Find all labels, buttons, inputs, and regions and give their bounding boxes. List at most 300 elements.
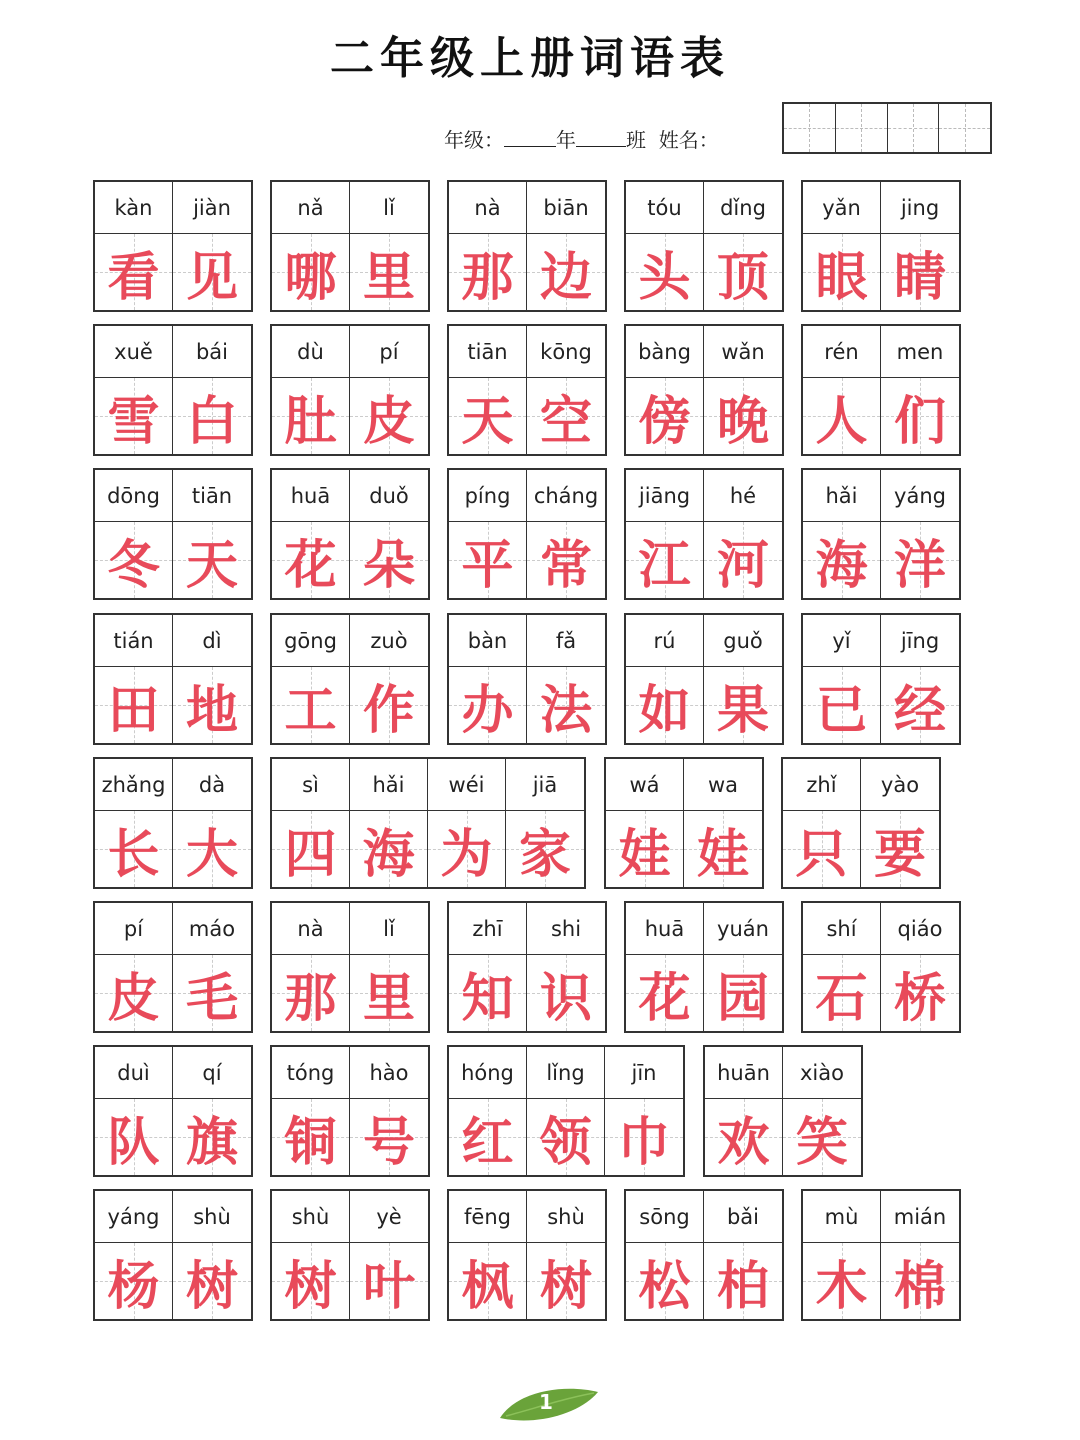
pinyin-label: tiān <box>173 470 251 522</box>
character-cell <box>272 1191 350 1319</box>
hanzi-character: 笑 <box>795 1112 848 1173</box>
pinyin-label: dà <box>173 759 251 811</box>
character-cell <box>350 182 428 310</box>
pinyin-label: rú <box>626 615 703 667</box>
hanzi-box <box>95 378 172 454</box>
pinyin-label: bái <box>173 326 251 378</box>
pinyin-label: guǒ <box>704 615 782 667</box>
hanzi-box <box>173 955 251 1031</box>
character-cell <box>95 182 173 310</box>
character-cell <box>527 615 605 743</box>
hanzi-character: 杨 <box>107 1256 160 1317</box>
pinyin-label: tiān <box>449 326 526 378</box>
pinyin-label: hóng <box>449 1047 526 1099</box>
hanzi-box <box>881 955 959 1031</box>
hanzi-character: 河 <box>716 535 769 596</box>
hanzi-character: 们 <box>893 391 946 452</box>
hanzi-box <box>783 1099 861 1175</box>
hanzi-character: 树 <box>284 1256 337 1317</box>
hanzi-character: 空 <box>539 391 592 452</box>
hanzi-box <box>705 1099 782 1175</box>
character-cell <box>350 326 428 454</box>
hanzi-box <box>173 522 251 598</box>
pinyin-label: huān <box>705 1047 782 1099</box>
hanzi-box <box>272 667 349 743</box>
hanzi-character: 识 <box>539 968 592 1029</box>
hanzi-box <box>173 1099 251 1175</box>
hanzi-box <box>704 1243 782 1319</box>
pinyin-label: zhǎng <box>95 759 172 811</box>
character-cell <box>350 759 428 887</box>
hanzi-box <box>173 378 251 454</box>
word-card <box>93 1189 253 1321</box>
pinyin-label: wéi <box>428 759 505 811</box>
hanzi-box <box>95 955 172 1031</box>
page-title: 二年级上册词语表 <box>330 33 730 84</box>
hanzi-box <box>527 955 605 1031</box>
character-cell <box>95 1047 173 1175</box>
character-cell <box>350 903 428 1031</box>
pinyin-label: qiáo <box>881 903 959 955</box>
hanzi-character: 铜 <box>284 1112 337 1173</box>
pinyin-label: tóu <box>626 182 703 234</box>
hanzi-character: 欢 <box>717 1112 770 1173</box>
pinyin-label: nà <box>272 903 349 955</box>
hanzi-character: 皮 <box>362 391 415 452</box>
word-card <box>93 180 253 312</box>
hanzi-character: 工 <box>284 680 337 741</box>
hanzi-character: 那 <box>461 247 514 308</box>
hanzi-box <box>704 378 782 454</box>
hanzi-character: 知 <box>461 968 514 1029</box>
hanzi-character: 长 <box>107 824 160 885</box>
hanzi-character: 江 <box>638 535 691 596</box>
hanzi-character: 地 <box>185 680 238 741</box>
pinyin-label: fǎ <box>527 615 605 667</box>
character-cell <box>881 1191 959 1319</box>
hanzi-box <box>704 667 782 743</box>
hanzi-box <box>272 522 349 598</box>
name-writing-grid[interactable] <box>782 102 992 154</box>
pinyin-label: huā <box>626 903 703 955</box>
hanzi-box <box>272 1099 349 1175</box>
hanzi-box <box>881 667 959 743</box>
hanzi-box <box>350 234 428 310</box>
pinyin-label: zuò <box>350 615 428 667</box>
name-box[interactable] <box>784 104 836 152</box>
pinyin-label: dì <box>173 615 251 667</box>
pinyin-label: píng <box>449 470 526 522</box>
hanzi-box <box>527 522 605 598</box>
hanzi-character: 办 <box>461 680 514 741</box>
hanzi-character: 叶 <box>362 1256 415 1317</box>
character-cell <box>95 1191 173 1319</box>
hanzi-box <box>506 811 584 887</box>
name-box[interactable] <box>888 104 940 152</box>
pinyin-label: jiā <box>506 759 584 811</box>
hanzi-box <box>95 667 172 743</box>
hanzi-box <box>173 234 251 310</box>
character-cell <box>449 1047 527 1175</box>
word-card <box>624 468 784 600</box>
hanzi-character: 如 <box>638 680 691 741</box>
hanzi-box <box>350 378 428 454</box>
character-cell <box>95 326 173 454</box>
character-cell <box>881 470 959 598</box>
pinyin-label: men <box>881 326 959 378</box>
hanzi-box <box>272 1243 349 1319</box>
hanzi-box <box>881 378 959 454</box>
character-cell <box>449 182 527 310</box>
hanzi-box <box>704 955 782 1031</box>
hanzi-box <box>684 811 762 887</box>
student-info-line <box>444 124 719 153</box>
hanzi-character: 天 <box>185 535 238 596</box>
hanzi-box <box>626 1243 703 1319</box>
word-card <box>93 468 253 600</box>
hanzi-character: 四 <box>284 824 337 885</box>
pinyin-label: jiàn <box>173 182 251 234</box>
character-cell <box>272 615 350 743</box>
hanzi-character: 田 <box>107 680 160 741</box>
pinyin-label: kōng <box>527 326 605 378</box>
character-cell <box>95 615 173 743</box>
hanzi-character: 队 <box>107 1112 160 1173</box>
character-cell <box>626 182 704 310</box>
hanzi-character: 巾 <box>617 1112 670 1173</box>
word-card <box>703 1045 863 1177</box>
pinyin-label: nǎ <box>272 182 349 234</box>
hanzi-box <box>95 522 172 598</box>
pinyin-label: sōng <box>626 1191 703 1243</box>
character-cell <box>705 1047 783 1175</box>
hanzi-box <box>95 1243 172 1319</box>
pinyin-label: shí <box>803 903 880 955</box>
word-card <box>447 613 607 745</box>
pinyin-label: shù <box>527 1191 605 1243</box>
word-card <box>447 180 607 312</box>
hanzi-character: 里 <box>362 247 415 308</box>
hanzi-character: 那 <box>284 968 337 1029</box>
character-cell <box>527 1191 605 1319</box>
pinyin-label: qí <box>173 1047 251 1099</box>
hanzi-character: 只 <box>795 824 848 885</box>
word-card <box>604 757 764 889</box>
word-card <box>801 1189 961 1321</box>
pinyin-label: hǎi <box>350 759 427 811</box>
pinyin-label: pí <box>95 903 172 955</box>
hanzi-character: 柏 <box>716 1256 769 1317</box>
hanzi-box <box>803 378 880 454</box>
hanzi-character: 边 <box>539 247 592 308</box>
character-cell <box>173 903 251 1031</box>
pinyin-label: lǐ <box>350 182 428 234</box>
character-cell <box>350 1047 428 1175</box>
hanzi-box <box>881 522 959 598</box>
character-cell <box>803 182 881 310</box>
word-card <box>624 180 784 312</box>
character-cell <box>449 903 527 1031</box>
hanzi-box <box>803 667 880 743</box>
word-card <box>93 1045 253 1177</box>
character-cell <box>803 903 881 1031</box>
word-card <box>624 901 784 1033</box>
character-cell <box>803 1191 881 1319</box>
character-cell <box>704 326 782 454</box>
hanzi-box <box>803 234 880 310</box>
pinyin-label: rén <box>803 326 880 378</box>
character-cell <box>704 1191 782 1319</box>
word-card <box>447 1189 607 1321</box>
word-card <box>270 324 430 456</box>
character-cell <box>626 1191 704 1319</box>
hanzi-box <box>626 667 703 743</box>
pinyin-label: sì <box>272 759 349 811</box>
hanzi-box <box>527 234 605 310</box>
character-cell <box>704 903 782 1031</box>
hanzi-character: 领 <box>539 1112 592 1173</box>
hanzi-character: 海 <box>362 824 415 885</box>
hanzi-box <box>449 378 526 454</box>
pinyin-label: duǒ <box>350 470 428 522</box>
hanzi-box <box>95 811 172 887</box>
hanzi-character: 晚 <box>716 391 769 452</box>
word-card <box>447 1045 685 1177</box>
hanzi-character: 娃 <box>618 824 671 885</box>
word-card <box>447 324 607 456</box>
pinyin-label: jiāng <box>626 470 703 522</box>
hanzi-box <box>350 667 428 743</box>
character-cell <box>173 470 251 598</box>
class-label: 班 <box>626 128 646 152</box>
pinyin-label: bàng <box>626 326 703 378</box>
hanzi-character: 枫 <box>461 1256 514 1317</box>
character-cell <box>272 326 350 454</box>
pinyin-label: wa <box>684 759 762 811</box>
word-card <box>270 1045 430 1177</box>
pinyin-label: kàn <box>95 182 172 234</box>
hanzi-character: 见 <box>185 247 238 308</box>
word-card <box>781 757 941 889</box>
hanzi-character: 桥 <box>893 968 946 1029</box>
hanzi-box <box>449 522 526 598</box>
character-cell <box>527 182 605 310</box>
hanzi-character: 里 <box>362 968 415 1029</box>
pinyin-label: tóng <box>272 1047 349 1099</box>
hanzi-box <box>350 522 428 598</box>
hanzi-character: 雪 <box>107 391 160 452</box>
character-cell <box>803 326 881 454</box>
year-label: 年 <box>556 128 576 152</box>
hanzi-character: 海 <box>815 535 868 596</box>
hanzi-box <box>350 1243 428 1319</box>
hanzi-character: 经 <box>893 680 946 741</box>
pinyin-label: wá <box>606 759 683 811</box>
word-card <box>93 613 253 745</box>
character-cell <box>272 1047 350 1175</box>
character-cell <box>173 1191 251 1319</box>
word-card <box>93 901 253 1033</box>
grade-label: 年级： <box>444 128 504 152</box>
pinyin-label: máo <box>173 903 251 955</box>
hanzi-character: 毛 <box>185 968 238 1029</box>
character-cell <box>449 1191 527 1319</box>
hanzi-character: 睛 <box>893 247 946 308</box>
hanzi-box <box>861 811 939 887</box>
hanzi-box <box>449 1099 526 1175</box>
character-cell <box>449 470 527 598</box>
hanzi-box <box>449 234 526 310</box>
name-box[interactable] <box>836 104 888 152</box>
character-cell <box>626 615 704 743</box>
character-cell <box>704 182 782 310</box>
hanzi-box <box>527 667 605 743</box>
character-cell <box>272 182 350 310</box>
character-cell <box>272 470 350 598</box>
pinyin-label: shi <box>527 903 605 955</box>
character-cell <box>704 615 782 743</box>
pinyin-label: jing <box>881 182 959 234</box>
hanzi-box <box>272 811 349 887</box>
character-cell <box>861 759 939 887</box>
hanzi-character: 树 <box>185 1256 238 1317</box>
hanzi-character: 傍 <box>638 391 691 452</box>
hanzi-character: 常 <box>539 535 592 596</box>
pinyin-label: yè <box>350 1191 428 1243</box>
pinyin-label: shù <box>272 1191 349 1243</box>
hanzi-box <box>272 234 349 310</box>
pinyin-label: yǎn <box>803 182 880 234</box>
character-cell <box>95 759 173 887</box>
hanzi-box <box>350 1099 428 1175</box>
hanzi-character: 已 <box>815 680 868 741</box>
pinyin-label: yáng <box>881 470 959 522</box>
pinyin-label: wǎn <box>704 326 782 378</box>
pinyin-label: biān <box>527 182 605 234</box>
pinyin-label: lǐ <box>350 903 428 955</box>
pinyin-label: duì <box>95 1047 172 1099</box>
hanzi-box <box>783 811 860 887</box>
hanzi-character: 冬 <box>107 535 160 596</box>
pinyin-label: yǐ <box>803 615 880 667</box>
hanzi-character: 头 <box>638 247 691 308</box>
hanzi-box <box>626 955 703 1031</box>
hanzi-character: 果 <box>716 680 769 741</box>
pinyin-label: cháng <box>527 470 605 522</box>
hanzi-character: 大 <box>185 824 238 885</box>
hanzi-character: 棉 <box>893 1256 946 1317</box>
hanzi-character: 园 <box>716 968 769 1029</box>
hanzi-box <box>527 378 605 454</box>
name-box[interactable] <box>939 104 990 152</box>
pinyin-label: mù <box>803 1191 880 1243</box>
pinyin-label: pí <box>350 326 428 378</box>
hanzi-box <box>605 1099 683 1175</box>
hanzi-box <box>173 667 251 743</box>
character-cell <box>449 615 527 743</box>
word-card <box>270 613 430 745</box>
grade-blank[interactable] <box>504 128 556 147</box>
hanzi-box <box>173 1243 251 1319</box>
hanzi-character: 顶 <box>716 247 769 308</box>
page-number: 1 <box>539 1390 553 1414</box>
pinyin-label: hǎi <box>803 470 880 522</box>
hanzi-box <box>272 955 349 1031</box>
word-card <box>270 468 430 600</box>
word-card <box>801 901 961 1033</box>
character-cell <box>173 615 251 743</box>
character-cell <box>95 470 173 598</box>
character-cell <box>350 1191 428 1319</box>
pinyin-label: huā <box>272 470 349 522</box>
pinyin-label: xiào <box>783 1047 861 1099</box>
pinyin-label: jīng <box>881 615 959 667</box>
hanzi-box <box>449 1243 526 1319</box>
character-cell <box>272 903 350 1031</box>
pinyin-label: dōng <box>95 470 172 522</box>
character-cell <box>449 326 527 454</box>
pinyin-label: dù <box>272 326 349 378</box>
word-card <box>270 757 586 889</box>
character-cell <box>626 903 704 1031</box>
hanzi-box <box>527 1243 605 1319</box>
pinyin-label: jīn <box>605 1047 683 1099</box>
hanzi-character: 皮 <box>107 968 160 1029</box>
pinyin-label: zhǐ <box>783 759 860 811</box>
character-cell <box>173 759 251 887</box>
hanzi-box <box>428 811 505 887</box>
character-cell <box>803 470 881 598</box>
word-card <box>624 613 784 745</box>
class-blank[interactable] <box>576 128 626 147</box>
character-cell <box>506 759 584 887</box>
hanzi-box <box>803 955 880 1031</box>
character-cell <box>350 615 428 743</box>
pinyin-label: tián <box>95 615 172 667</box>
character-cell <box>881 326 959 454</box>
word-card <box>447 901 607 1033</box>
character-cell <box>783 1047 861 1175</box>
hanzi-character: 看 <box>107 247 160 308</box>
character-cell <box>173 1047 251 1175</box>
hanzi-box <box>606 811 683 887</box>
pinyin-label: gōng <box>272 615 349 667</box>
character-cell <box>173 182 251 310</box>
hanzi-character: 松 <box>638 1256 691 1317</box>
hanzi-box <box>626 234 703 310</box>
hanzi-character: 号 <box>362 1112 415 1173</box>
pinyin-label: dǐng <box>704 182 782 234</box>
character-cell <box>527 326 605 454</box>
word-card <box>624 324 784 456</box>
character-cell <box>704 470 782 598</box>
hanzi-box <box>95 234 172 310</box>
pinyin-label: fēng <box>449 1191 526 1243</box>
hanzi-box <box>350 811 427 887</box>
character-cell <box>605 1047 683 1175</box>
character-cell <box>684 759 762 887</box>
hanzi-character: 旗 <box>185 1112 238 1173</box>
hanzi-character: 平 <box>461 535 514 596</box>
character-cell <box>783 759 861 887</box>
hanzi-character: 花 <box>284 535 337 596</box>
pinyin-label: lǐng <box>527 1047 604 1099</box>
hanzi-box <box>803 522 880 598</box>
pinyin-label: yuán <box>704 903 782 955</box>
hanzi-character: 要 <box>873 824 926 885</box>
character-cell <box>881 182 959 310</box>
hanzi-box <box>803 1243 880 1319</box>
